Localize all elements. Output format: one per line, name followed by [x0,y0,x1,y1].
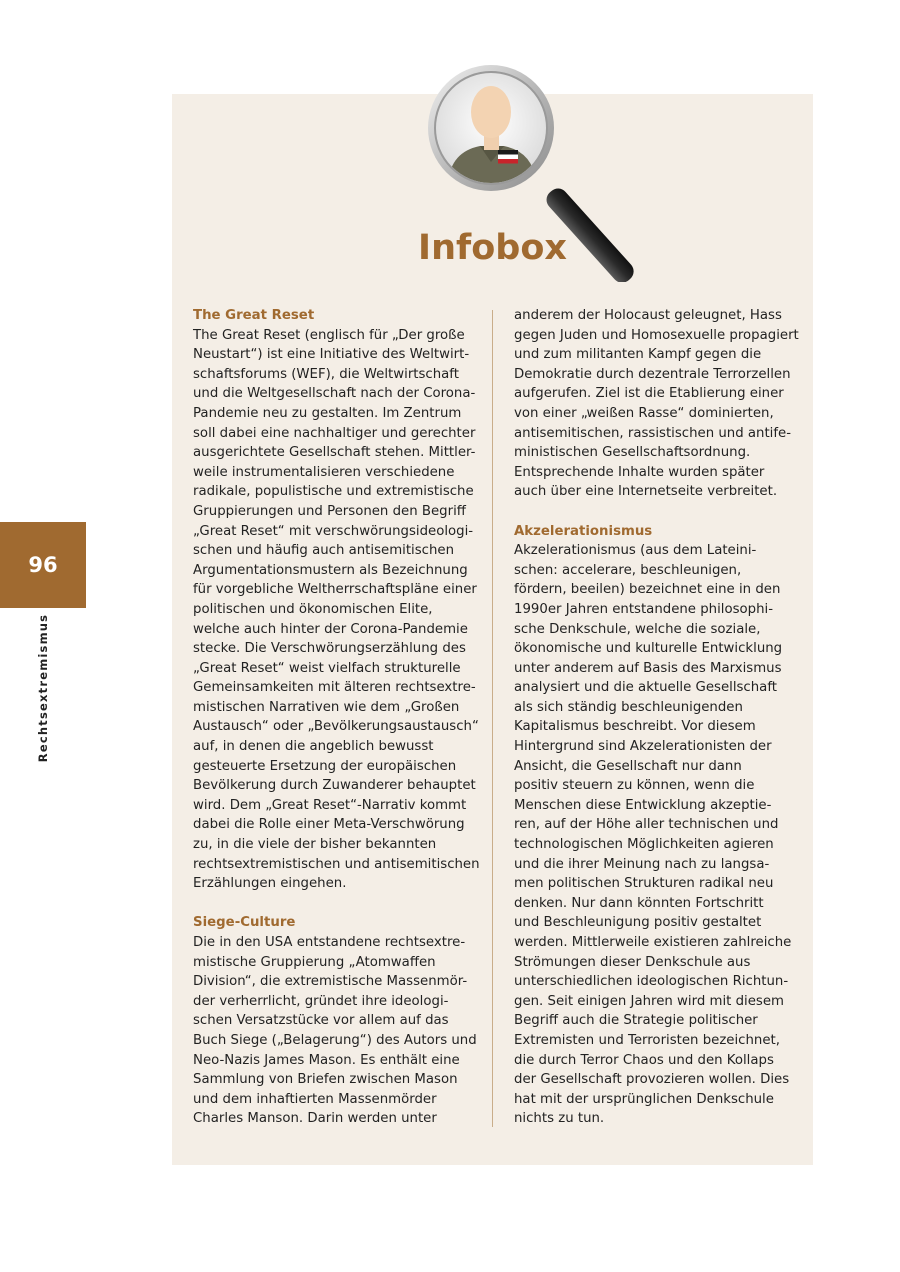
great-reset-text [193,326,478,894]
text-line: ökonomische und kulturelle Entwicklung [514,641,783,657]
text-line: und dem inhaftierten Massenmörder [193,1091,437,1107]
text-line: Demokratie durch dezentrale Terrorzellen [514,366,791,382]
text-line: ren, auf der Höhe aller technischen und [514,817,779,833]
text-line: sche Denkschule, welche die soziale, [514,621,761,637]
page-number: 96 [28,553,58,577]
right-column [514,306,799,1129]
text-line: gegen Juden und Homosexuelle propagiert [514,327,799,343]
text-line: Argumentationsmustern als Bezeichnung [193,562,468,578]
text-line: Akzelerationismus (aus dem Lateini- [514,543,757,559]
text-line: denken. Nur dann könnten Fortschritt [514,895,764,911]
text-line: fördern, beeilen) bezeichnet eine in den [514,582,781,598]
text-line: wird. Dem „Great Reset“-Narrativ kommt [193,797,467,813]
text-line: gesteuerte Ersetzung der europäischen [193,758,457,774]
siege-culture-heading: Siege-Culture [193,915,296,931]
text-line: Gemeinsamkeiten mit älteren rechtsextre- [193,680,476,696]
text-line: auch über eine Internetseite verbreitet. [514,484,778,500]
text-line: radikale, populistische und extremistische [193,484,474,500]
text-line: als sich ständig beschleunigenden [514,699,743,715]
text-line: Pandemie neu zu gestalten. Im Zentrum [193,405,462,421]
text-line: mistischen Narrativen wie dem „Großen [193,699,460,715]
section-side-label: Rechtsextremismus [36,613,50,763]
text-line: antisemitischen, rassistischen und antife- [514,425,792,441]
text-line: „Great Reset“ mit verschwörungsideologi- [193,523,474,539]
text-line: Strömungen dieser Denkschule aus [514,954,751,970]
text-line: unter anderem auf Basis des Marxismus [514,660,782,676]
text-line: analysiert und die aktuelle Gesellschaft [514,680,777,696]
text-line: welche auch hinter der Corona-Pandemie [193,621,468,637]
infobox-title: Infobox [418,228,567,268]
text-line: schaftsforums (WEF), die Weltwirtschaft [193,366,459,382]
text-line: The Great Reset (englisch für „Der große [193,327,465,343]
text-line: auf, in denen die angeblich bewusst [193,739,434,755]
text-line: und die Weltgesellschaft nach der Corona- [193,386,476,402]
text-line: der Gesellschaft provozieren wollen. Dies [514,1072,790,1088]
text-line: schen und häufig auch antisemitischen [193,543,455,559]
siege-culture-text [193,933,478,1129]
paragraph-gap [514,502,799,522]
text-line: Entsprechende Inhalte wurden später [514,464,765,480]
text-line: soll dabei eine nachhaltiger und gerechter [193,425,476,441]
text-line: men politischen Strukturen radikal neu [514,876,774,892]
left-column [193,306,478,1129]
text-line: zu, in die viele der bisher bekannten [193,837,437,853]
text-line: für vorgebliche Weltherrschaftspläne einer [193,582,477,598]
text-line: technologischen Möglichkeiten agieren [514,837,774,853]
text-line: Hintergrund sind Akzelerationisten der [514,739,772,755]
text-line: stecke. Die Verschwörungserzählung des [193,641,466,657]
text-line: und die ihrer Meinung nach zu langsa- [514,856,770,872]
text-line: der verherrlicht, gründet ihre ideologi- [193,993,449,1009]
text-line: Die in den USA entstandene rechtsextre- [193,935,466,950]
text-line: rechtsextremistischen und antisemitischen [193,856,480,872]
text-line: Charles Manson. Darin werden unter [193,1111,437,1127]
text-line: ausgerichtete Gesellschaft stehen. Mittler- [193,445,476,461]
siege-culture-continued-text [514,306,799,502]
text-line: aufgerufen. Ziel ist die Etablierung einer [514,386,784,402]
text-line: von einer „weißen Rasse“ dominierten, [514,405,774,421]
text-line: Neustart“) ist eine Initiative des Weltwirt- [193,347,470,363]
text-line: und zum militanten Kampf gegen die [514,347,762,363]
text-line: mistische Gruppierung „Atomwaffen [193,954,436,970]
text-line: Extremisten und Terroristen bezeichnet, [514,1032,780,1048]
page-number-tab [0,522,86,608]
text-line: politischen und ökonomischen Elite, [193,601,433,617]
text-line: unterschiedlichen ideologischen Richtun- [514,974,789,990]
text-line: Division“, die extremistische Massenmör- [193,974,468,990]
text-line: „Great Reset“ weist vielfach strukturelle [193,660,461,676]
text-line: positiv steuern zu können, wenn die [514,778,755,794]
text-line: Buch Siege („Belagerung“) des Autors und [193,1032,477,1048]
text-line: gen. Seit einigen Jahren wird mit diesem [514,993,784,1009]
text-line: schen: accelerare, beschleunigen, [514,562,742,578]
text-line: und Beschleunigung positiv gestaltet [514,915,762,931]
great-reset-heading: The Great Reset [193,308,315,323]
text-line: 1990er Jahren entstandene philosophi- [514,601,774,617]
text-line: schen Versatzstücke vor allem auf das [193,1013,449,1029]
akzelerationismus-text [514,541,799,1129]
text-line: Menschen diese Entwicklung akzeptie- [514,797,772,813]
paragraph-gap [193,894,478,914]
text-line: Bevölkerung durch Zuwanderer behauptet [193,778,476,794]
text-line: Neo-Nazis James Mason. Es enthält eine [193,1052,460,1068]
text-line: werden. Mittlerweile existieren zahlreiche [514,935,792,950]
text-line: Begriff auch die Strategie politischer [514,1013,758,1029]
text-line: Sammlung von Briefen zwischen Mason [193,1072,458,1088]
column-divider [492,310,493,1127]
text-line: Erzählungen eingehen. [193,876,347,892]
text-line: dabei die Rolle einer Meta-Verschwörung [193,817,465,833]
text-line: die durch Terror Chaos und den Kollaps [514,1052,774,1068]
text-line: weile instrumentalisieren verschiedene [193,464,455,480]
text-line: ministischen Gesellschaftsordnung. [514,445,751,461]
akzelerationismus-heading: Akzelerationismus [514,523,653,539]
text-line: anderem der Holocaust geleugnet, Hass [514,308,782,323]
text-line: hat mit der ursprünglichen Denkschule [514,1091,774,1107]
text-line: Austausch“ oder „Bevölkerungsaustausch“ [193,719,479,735]
text-line: Gruppierungen und Personen den Begriff [193,503,466,519]
text-line: Kapitalismus beschreibt. Vor diesem [514,719,756,735]
text-line: Ansicht, die Gesellschaft nur dann [514,758,742,774]
text-line: nichts zu tun. [514,1111,605,1127]
